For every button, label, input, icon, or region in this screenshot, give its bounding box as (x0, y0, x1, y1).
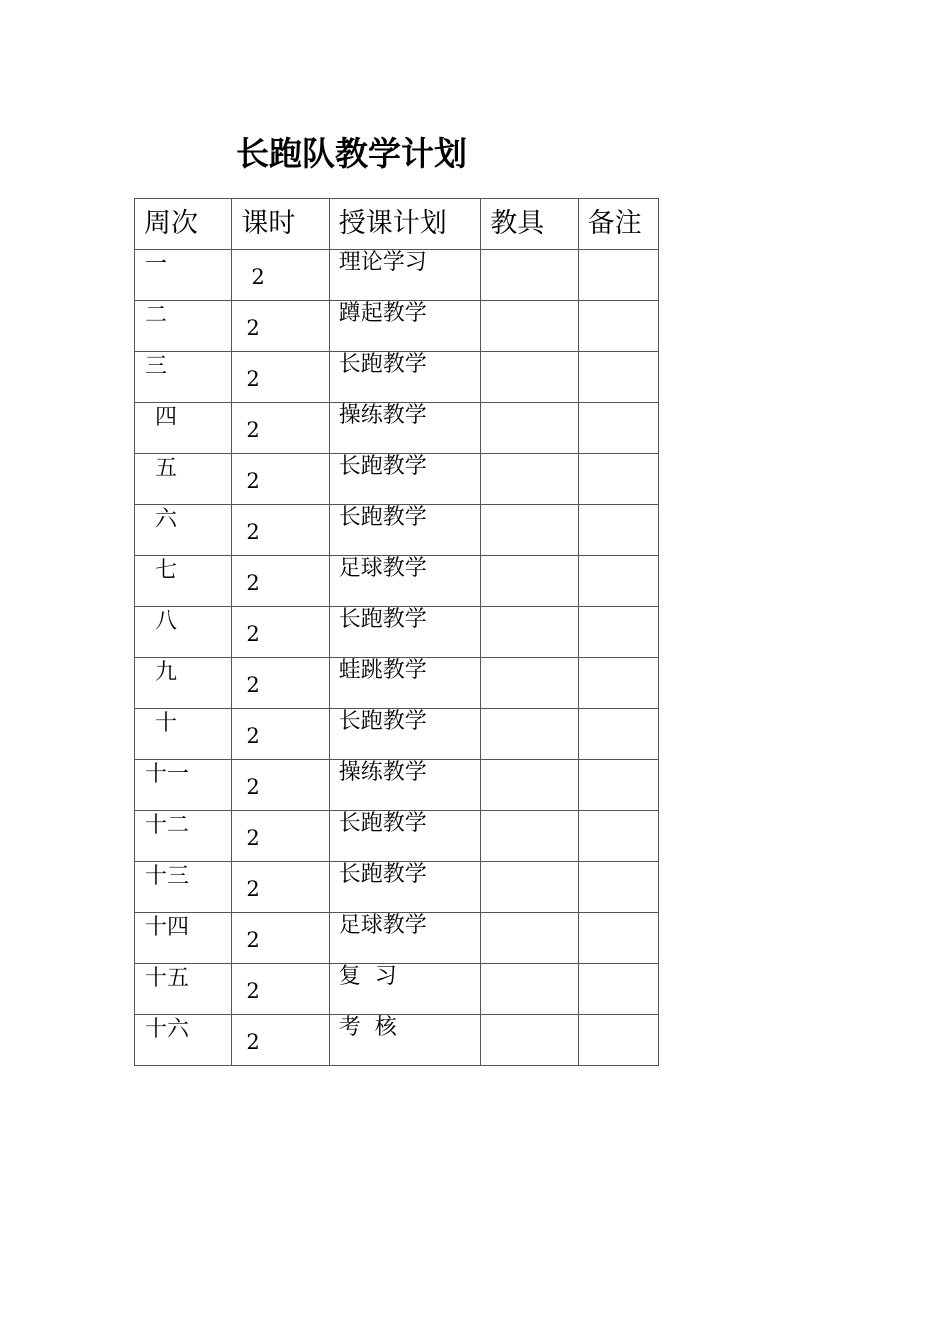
week-label: 十一 (145, 762, 190, 787)
hours-value: 2 (246, 418, 260, 442)
plan-text: 足球教学 (338, 913, 427, 938)
cell-tools (481, 811, 578, 862)
header-plan: 授课计划 (329, 199, 481, 250)
cell-tools (481, 964, 578, 1015)
week-label: 八 (155, 609, 178, 634)
hours-value: 2 (246, 673, 260, 697)
cell-plan (329, 862, 481, 913)
cell-notes (578, 811, 658, 862)
cell-hours (232, 403, 329, 454)
cell-hours (232, 352, 329, 403)
cell-plan (329, 301, 481, 352)
table-row (135, 964, 659, 1015)
cell-notes (578, 352, 658, 403)
cell-tools (481, 556, 578, 607)
cell-week (135, 709, 232, 760)
table-row (135, 811, 659, 862)
table-row (135, 301, 659, 352)
cell-plan (329, 505, 481, 556)
plan-text: 复 习 (338, 964, 397, 989)
cell-hours (232, 658, 329, 709)
week-label: 十五 (145, 966, 190, 991)
plan-text: 蛙跳教学 (338, 658, 427, 683)
plan-text: 长跑教学 (338, 811, 427, 836)
plan-text: 长跑教学 (338, 709, 427, 734)
cell-notes (578, 250, 658, 301)
plan-text: 长跑教学 (338, 505, 427, 530)
table-row (135, 556, 659, 607)
table-row (135, 760, 659, 811)
cell-week (135, 556, 232, 607)
cell-week (135, 913, 232, 964)
cell-tools (481, 760, 578, 811)
header-notes: 备注 (578, 199, 658, 250)
cell-notes (578, 862, 658, 913)
cell-plan (329, 760, 481, 811)
cell-hours (232, 505, 329, 556)
cell-notes (578, 709, 658, 760)
cell-plan (329, 1015, 481, 1066)
cell-tools (481, 250, 578, 301)
table-header-row (135, 199, 659, 250)
week-label: 十二 (145, 813, 190, 838)
hours-value: 2 (246, 775, 260, 799)
cell-week (135, 301, 232, 352)
cell-tools (481, 403, 578, 454)
table-row (135, 352, 659, 403)
cell-week (135, 505, 232, 556)
cell-notes (578, 301, 658, 352)
cell-hours (232, 454, 329, 505)
cell-week (135, 250, 232, 301)
table-row (135, 658, 659, 709)
page-title: 长跑队教学计划 (236, 134, 467, 173)
table-row (135, 505, 659, 556)
hours-value: 2 (246, 622, 260, 646)
cell-tools (481, 709, 578, 760)
cell-hours (232, 964, 329, 1015)
plan-text: 操练教学 (338, 760, 427, 785)
hours-value: 2 (246, 1030, 260, 1054)
cell-tools (481, 913, 578, 964)
cell-hours (232, 556, 329, 607)
cell-hours (232, 1015, 329, 1066)
plan-text: 理论学习 (338, 250, 427, 275)
cell-week (135, 607, 232, 658)
table-row (135, 1015, 659, 1066)
week-label: 十 (155, 711, 178, 736)
week-label: 十四 (145, 915, 190, 940)
week-label: 二 (145, 303, 168, 328)
cell-week (135, 964, 232, 1015)
cell-hours (232, 250, 329, 301)
cell-hours (232, 607, 329, 658)
table-row (135, 403, 659, 454)
hours-value: 2 (246, 520, 260, 544)
teaching-plan-table (134, 198, 659, 1066)
cell-week (135, 760, 232, 811)
week-label: 一 (145, 252, 168, 277)
cell-tools (481, 862, 578, 913)
cell-plan (329, 454, 481, 505)
plan-text: 长跑教学 (338, 607, 427, 632)
hours-value: 2 (246, 316, 260, 340)
hours-value: 2 (246, 826, 260, 850)
table-body (135, 250, 659, 1066)
plan-text: 足球教学 (338, 556, 427, 581)
cell-week (135, 454, 232, 505)
cell-hours (232, 709, 329, 760)
table-row (135, 862, 659, 913)
week-label: 五 (155, 456, 178, 481)
table-row (135, 607, 659, 658)
cell-notes (578, 556, 658, 607)
table-row (135, 250, 659, 301)
plan-text: 长跑教学 (338, 454, 427, 479)
hours-value: 2 (251, 265, 265, 289)
cell-plan (329, 352, 481, 403)
cell-week (135, 1015, 232, 1066)
cell-hours (232, 301, 329, 352)
cell-notes (578, 403, 658, 454)
hours-value: 2 (246, 571, 260, 595)
hours-value: 2 (246, 367, 260, 391)
plan-text: 长跑教学 (338, 862, 427, 887)
hours-value: 2 (246, 724, 260, 748)
cell-week (135, 862, 232, 913)
cell-plan (329, 556, 481, 607)
cell-notes (578, 454, 658, 505)
header-hours: 课时 (232, 199, 329, 250)
cell-notes (578, 760, 658, 811)
cell-plan (329, 403, 481, 454)
week-label: 六 (155, 507, 178, 532)
cell-notes (578, 505, 658, 556)
cell-hours (232, 913, 329, 964)
cell-plan (329, 607, 481, 658)
plan-text: 考 核 (338, 1015, 397, 1040)
cell-week (135, 352, 232, 403)
hours-value: 2 (246, 877, 260, 901)
hours-value: 2 (246, 928, 260, 952)
cell-hours (232, 811, 329, 862)
cell-tools (481, 607, 578, 658)
week-label: 十六 (145, 1017, 190, 1042)
cell-plan (329, 658, 481, 709)
header-week: 周次 (135, 199, 232, 250)
cell-tools (481, 658, 578, 709)
cell-tools (481, 301, 578, 352)
hours-value: 2 (246, 979, 260, 1003)
cell-notes (578, 964, 658, 1015)
week-label: 三 (145, 354, 168, 379)
week-label: 九 (155, 660, 178, 685)
cell-notes (578, 913, 658, 964)
cell-hours (232, 862, 329, 913)
cell-plan (329, 913, 481, 964)
header-tools: 教具 (481, 199, 578, 250)
cell-tools (481, 1015, 578, 1066)
cell-week (135, 403, 232, 454)
hours-value: 2 (246, 469, 260, 493)
plan-text: 长跑教学 (338, 352, 427, 377)
cell-notes (578, 1015, 658, 1066)
table-row (135, 454, 659, 505)
week-label: 七 (155, 558, 178, 583)
plan-text: 操练教学 (338, 403, 427, 428)
cell-week (135, 811, 232, 862)
cell-week (135, 658, 232, 709)
cell-hours (232, 760, 329, 811)
cell-tools (481, 454, 578, 505)
table-row (135, 709, 659, 760)
week-label: 十三 (145, 864, 190, 889)
cell-plan (329, 964, 481, 1015)
cell-tools (481, 352, 578, 403)
cell-notes (578, 607, 658, 658)
cell-tools (481, 505, 578, 556)
cell-plan (329, 709, 481, 760)
cell-notes (578, 658, 658, 709)
cell-plan (329, 811, 481, 862)
plan-text: 蹲起教学 (338, 301, 427, 326)
week-label: 四 (155, 405, 178, 430)
cell-plan (329, 250, 481, 301)
table-row (135, 913, 659, 964)
